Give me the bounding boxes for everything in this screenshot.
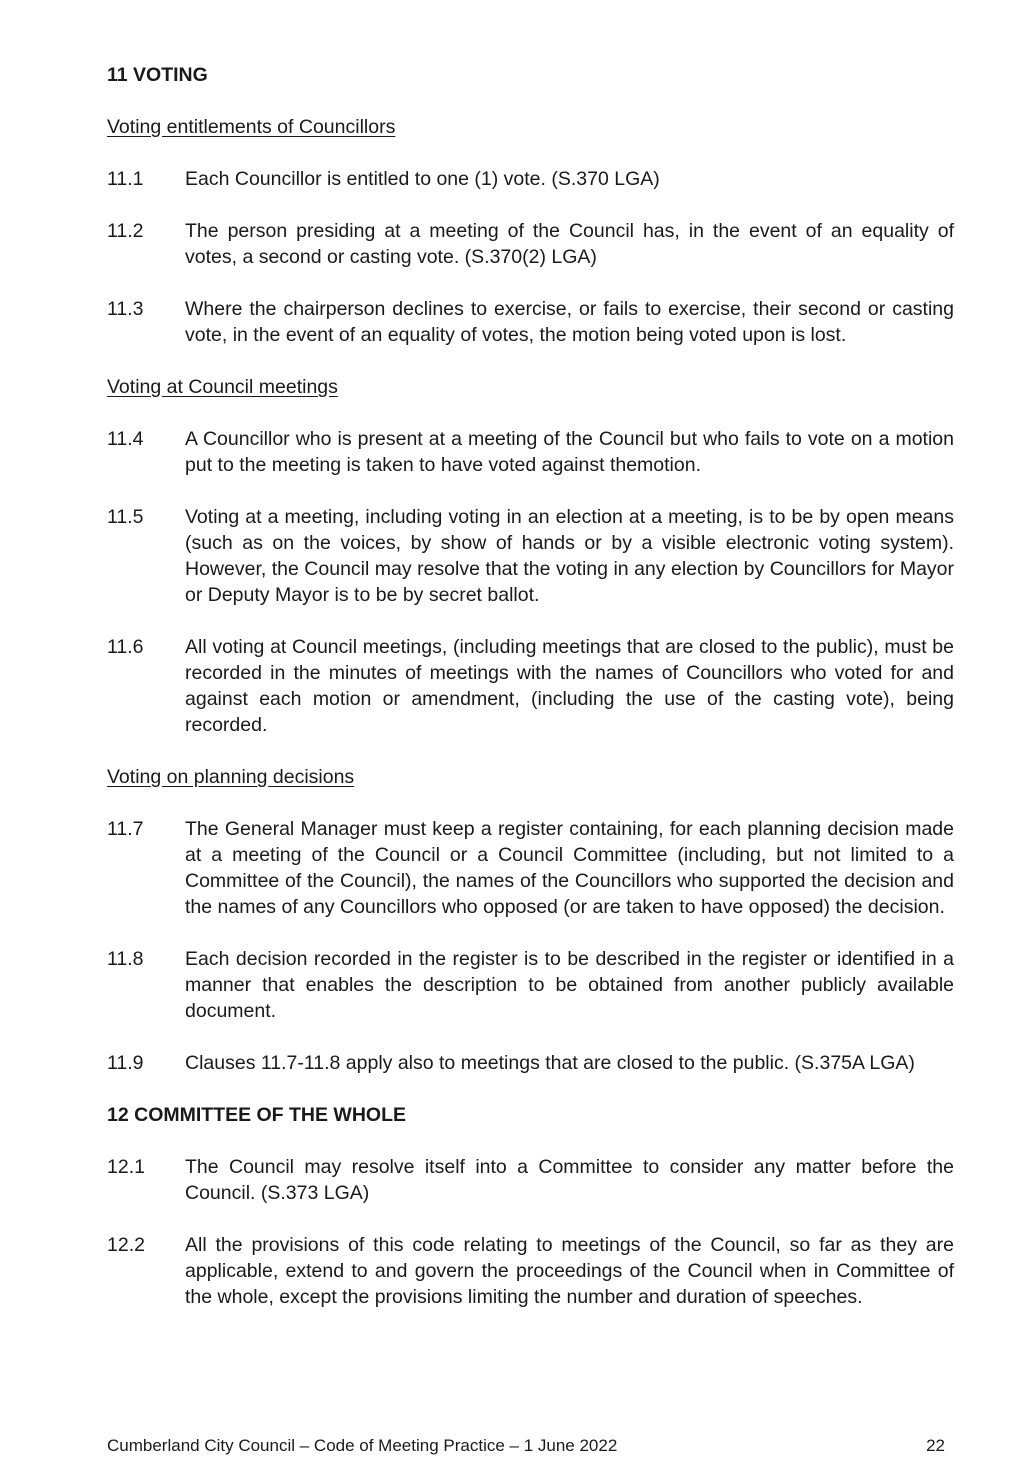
clause-text: Clauses 11.7-11.8 apply also to meetings that are closed to the public. (S.375A LGA) (185, 1052, 915, 1074)
document-page (107, 62, 954, 1336)
clause-text: Voting at a meeting, including voting in an election at a meeting, is to be by open means (such as on the voices, by show of hands or by a visible electronic voting system). However, the Council may resolve that the voting in any election by Councillors for Mayor or Deputy Mayor is to be by secret ballot. (185, 506, 954, 606)
clause-text: All the provisions of this code relating to meetings of the Council, so far as they are applicable, extend to and govern the proceedings of the Council when in Committee of the whole, except the provisions limiting the number and duration of speeches. (185, 1234, 954, 1308)
clause-12-1 (107, 1154, 954, 1206)
page-footer (107, 1434, 945, 1458)
section-heading-voting: 11 VOTING (107, 64, 208, 86)
clause-text: All voting at Council meetings, (including meetings that are closed to the public), must be recorded in the minutes of meetings with the names of Councillors who voted for and against each motion or amendment, (including the use of the casting vote), being recorded. (185, 636, 954, 736)
clause-11-3 (107, 296, 954, 348)
clause-number: 11.5 (107, 506, 144, 528)
clause-11-2 (107, 218, 954, 270)
clause-11-9 (107, 1050, 954, 1076)
clause-text: The Council may resolve itself into a Committee to consider any matter before the Council. (S.373 LGA) (185, 1156, 954, 1204)
clause-number: 11.2 (107, 220, 144, 242)
section-heading-committee-of-the-whole: 12 COMMITTEE OF THE WHOLE (107, 1104, 407, 1126)
clause-11-1 (107, 166, 954, 192)
clause-text: Each Councillor is entitled to one (1) vote. (S.370 LGA) (185, 168, 660, 190)
subheading-voting-entitlements: Voting entitlements of Councillors (107, 116, 396, 138)
subheading-voting-on-planning-decisions: Voting on planning decisions (107, 766, 355, 788)
clause-text: The General Manager must keep a register containing, for each planning decision made at a meeting of the Council or a Council Committee (including, but not limited to a Committee of the Council), the names of the Councillors who supported the decision and the names of any Councillors who opposed (or are taken to have opposed) the decision. (185, 818, 954, 918)
clause-number: 11.6 (107, 636, 144, 658)
clause-text: Where the chairperson declines to exercise, or fails to exercise, their second or casting vote, in the event of an equality of votes, the motion being voted upon is lost. (185, 298, 954, 346)
subheading-voting-at-council-meetings: Voting at Council meetings (107, 376, 338, 398)
clause-11-8 (107, 946, 954, 1024)
clause-number: 12.2 (107, 1234, 145, 1256)
clause-text: Each decision recorded in the register is to be described in the register or identified in a manner that enables the description to be obtained from another publicly available document. (185, 948, 954, 1022)
clause-number: 11.1 (107, 168, 144, 190)
clause-text: A Councillor who is present at a meeting of the Council but who fails to vote on a motion put to the meeting is taken to have voted against themotion. (185, 428, 954, 476)
footer-page-number: 22 (926, 1436, 945, 1455)
clause-11-5 (107, 504, 954, 608)
clause-12-2 (107, 1232, 954, 1310)
clause-text: The person presiding at a meeting of the Council has, in the event of an equality of votes, a second or casting vote. (S.370(2) LGA) (185, 220, 954, 268)
clause-11-7 (107, 816, 954, 920)
clause-11-6 (107, 634, 954, 738)
clause-number: 11.4 (107, 428, 144, 450)
clause-number: 11.3 (107, 298, 144, 320)
footer-document-title: Cumberland City Council – Code of Meeting Practice – 1 June 2022 (107, 1436, 618, 1455)
clause-11-4 (107, 426, 954, 478)
clause-number: 11.9 (107, 1052, 144, 1074)
clause-number: 11.8 (107, 948, 144, 970)
clause-number: 11.7 (107, 818, 144, 840)
clause-number: 12.1 (107, 1156, 145, 1178)
